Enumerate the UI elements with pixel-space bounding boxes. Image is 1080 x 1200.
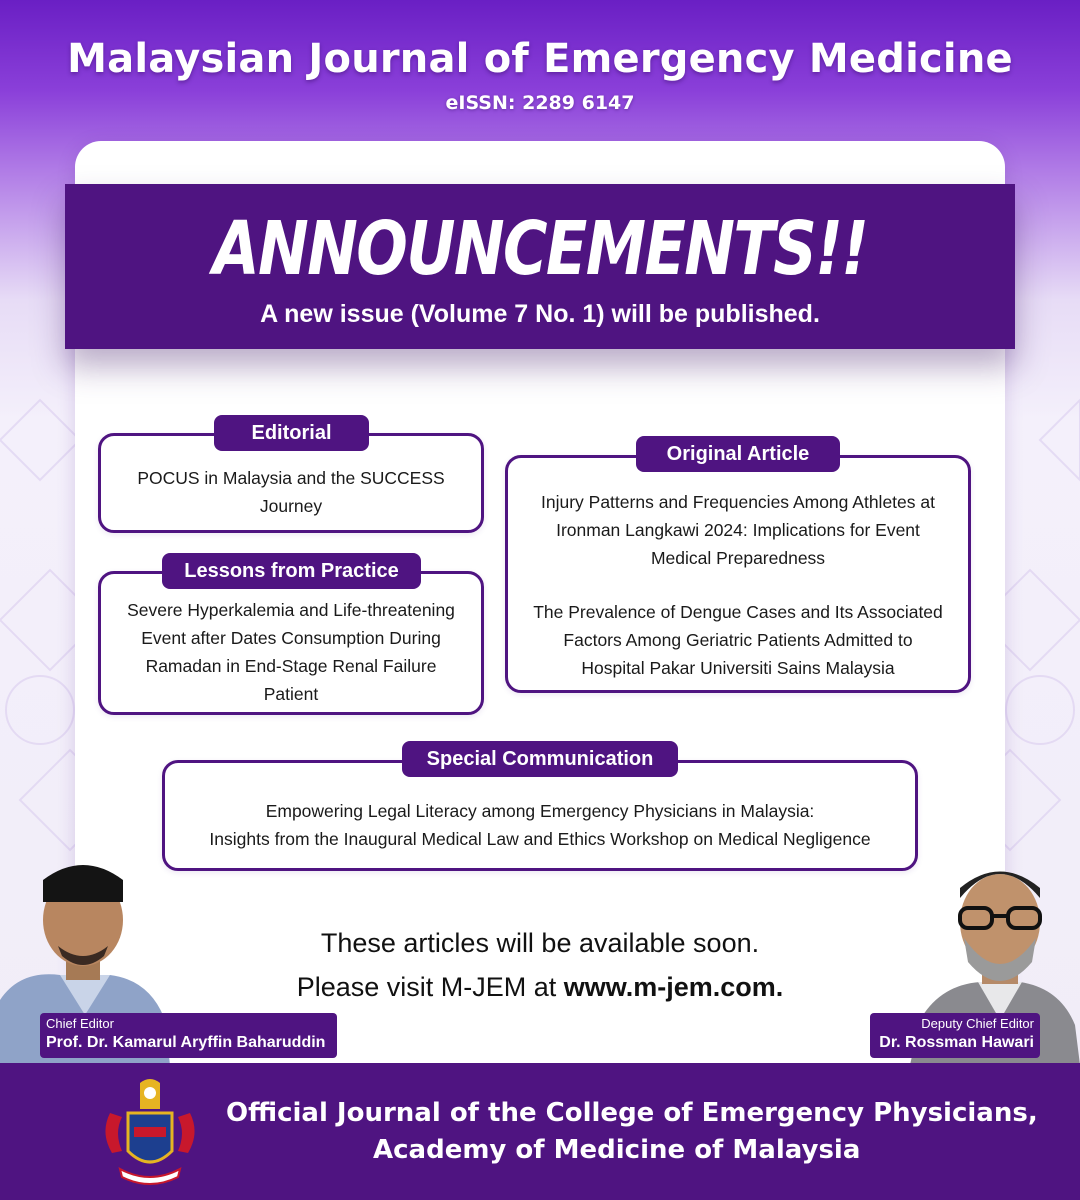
- chief-editor-role: Chief Editor: [46, 1016, 114, 1031]
- original-article-1-line: Injury Patterns and Frequencies Among Athletes at: [541, 492, 935, 512]
- banner-title: ANNOUNCEMENTS!!: [212, 206, 868, 292]
- availability-line-1: These articles will be available soon.: [320, 928, 760, 958]
- lessons-tag: Lessons from Practice: [162, 553, 421, 589]
- lessons-line: Ramadan in End-Stage Renal Failure: [145, 656, 437, 676]
- deputy-editor-role: Deputy Chief Editor: [921, 1016, 1034, 1031]
- eissn: eISSN: 2289 6147: [445, 92, 635, 114]
- editorial-line: Journey: [259, 496, 323, 516]
- journal-title: Malaysian Journal of Emergency Medicine: [67, 36, 1013, 82]
- deputy-editor-label: [870, 1013, 1040, 1058]
- editorial-tag: Editorial: [214, 415, 369, 451]
- lessons-box: [98, 571, 484, 715]
- banner-subtitle: A new issue (Volume 7 No. 1) will be published.: [260, 300, 820, 328]
- footer: [0, 1063, 1080, 1200]
- lessons-line: Patient: [263, 684, 319, 704]
- website-url[interactable]: www.m-jem.com.: [563, 972, 784, 1002]
- deputy-editor-name: Dr. Rossman Hawari: [879, 1034, 1034, 1051]
- special-line: Insights from the Inaugural Medical Law and Ethics Workshop on Medical Negligence: [209, 829, 871, 849]
- chief-editor-name: Prof. Dr. Kamarul Aryffin Baharuddin: [46, 1034, 326, 1051]
- original-article-2-line: Hospital Pakar Universiti Sains Malaysia: [581, 658, 895, 678]
- original-article-tag: Original Article: [636, 436, 840, 472]
- lessons-line: Severe Hyperkalemia and Life-threatening: [127, 600, 455, 620]
- original-article-1-line: Medical Preparedness: [650, 548, 826, 568]
- college-crest-icon: [100, 1073, 200, 1191]
- announcement-banner: [65, 184, 1015, 349]
- special-line: Empowering Legal Literacy among Emergency Physicians in Malaysia:: [265, 801, 815, 821]
- editorial-line: POCUS in Malaysia and the SUCCESS: [137, 468, 445, 488]
- footer-line-2: Academy of Medicine of Malaysia: [373, 1135, 861, 1165]
- original-article-2-line: Factors Among Geriatric Patients Admitted to: [563, 630, 913, 650]
- lessons-line: Event after Dates Consumption During: [141, 628, 441, 648]
- original-article-2-line: The Prevalence of Dengue Cases and Its Associated: [533, 602, 943, 622]
- original-article-box: [505, 455, 971, 693]
- availability-prefix: Please visit M-JEM at: [296, 972, 564, 1002]
- footer-line-1: Official Journal of the College of Emergency Physicians,: [226, 1098, 1038, 1128]
- original-article-1-line: Ironman Langkawi 2024: Implications for Event: [556, 520, 920, 540]
- special-communication-tag: Special Communication: [402, 741, 678, 777]
- chief-editor-label: [40, 1013, 337, 1058]
